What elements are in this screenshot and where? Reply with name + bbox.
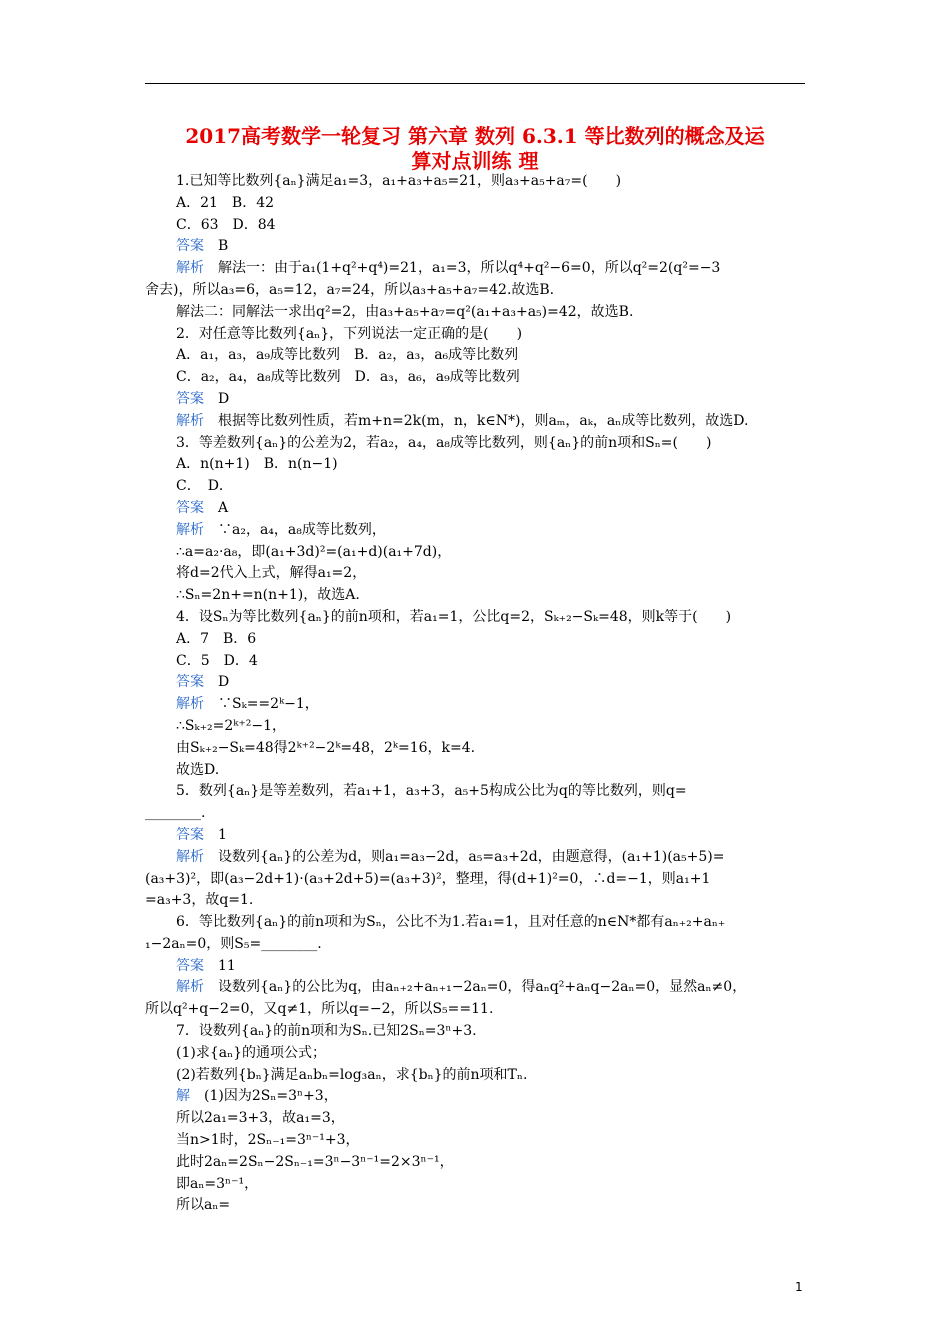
text-line	[145, 869, 807, 891]
answer-label: 答案	[176, 238, 204, 255]
answer-label: 解析	[176, 412, 204, 429]
text-line	[145, 324, 807, 346]
answer-label: 答案	[176, 826, 204, 843]
line-text: ₁−2aₙ=0，则S₅=________.	[145, 935, 322, 952]
line-text: 6．等比数列{aₙ}的前n项和为Sₙ，公比不为1.若a₁=1，且对任意的n∈N*都有aₙ₊₂+aₙ₊	[176, 914, 726, 931]
answer-label: 解析	[176, 696, 204, 713]
text-line	[145, 651, 807, 673]
text-line	[145, 716, 807, 738]
answer-label: 答案	[176, 499, 204, 516]
line-text: 3．等差数列{aₙ}的公差为2，若a₂，a₄，a₈成等比数列，则{aₙ}的前n项和Sₙ=( )	[176, 434, 712, 451]
line-text: (a₃+3)²，即(a₃−2d+1)·(a₃+2d+5)=(a₃+3)²，整理，得(d+1)²=0，∴d=−1，则a₁+1	[145, 870, 711, 887]
document-body	[145, 171, 807, 1217]
text-line	[145, 585, 807, 607]
line-text: 舍去)，所以a₃=6，a₅=12，a₇=24，所以a₃+a₅+a₇=42.故选B.	[145, 281, 555, 298]
line-text: 解法一：由于a₁(1+q²+q⁴)=21，a₁=3，所以q⁴+q²−6=0，所以q²=2(q²=−3	[204, 260, 721, 277]
line-text: C．63 D．84	[176, 216, 276, 233]
line-text: 11	[204, 957, 236, 974]
text-line	[145, 302, 807, 324]
answer-label: 答案	[176, 674, 204, 691]
answer-label: 解析	[176, 979, 204, 996]
line-text: ∵Sₖ==2ᵏ−1，	[204, 696, 319, 713]
line-text: C．a₂，a₄，a₈成等比数列 D．a₃，a₆，a₉成等比数列	[176, 369, 520, 386]
line-text: ∴a=a₂·a₈，即(a₁+3d)²=(a₁+d)(a₁+7d)，	[176, 543, 452, 560]
line-text: 所以aₙ=	[176, 1197, 231, 1214]
text-line	[145, 847, 807, 869]
line-text: 故选D.	[176, 761, 220, 778]
answer-label: 答案	[176, 957, 204, 974]
line-text: 2．对任意等比数列{aₙ}，下列说法一定正确的是( )	[176, 325, 523, 342]
text-line	[145, 367, 807, 389]
line-text: 所以q²+q−2=0，又q≠1，所以q=−2，所以S₅==11.	[145, 1001, 494, 1018]
text-line	[145, 1152, 807, 1174]
line-text: 将d=2代入上式，解得a₁=2，	[176, 565, 367, 582]
line-text: 根据等比数列性质，若m+n=2k(m，n，k∈N*)，则aₘ，aₖ，aₙ成等比数列，故选D.	[204, 412, 749, 429]
line-text: 此时2aₙ=2Sₙ−2Sₙ₋₁=3ⁿ−3ⁿ⁻¹=2×3ⁿ⁻¹，	[176, 1153, 454, 1170]
text-line	[145, 1021, 807, 1043]
line-text: 由Sₖ₊₂−Sₖ=48得2ᵏ⁺²−2ᵏ=48，2ᵏ=16，k=4.	[176, 739, 476, 756]
line-text: 1.已知等比数列{aₙ}满足a₁=3，a₁+a₃+a₅=21，则a₃+a₅+a₇=( )	[176, 173, 622, 189]
text-line	[145, 977, 807, 999]
text-line	[145, 999, 807, 1021]
answer-label: 解析	[176, 260, 204, 277]
page-number: 1	[795, 1280, 803, 1294]
line-text: B	[204, 238, 229, 255]
text-line	[145, 193, 807, 215]
line-text: D	[204, 674, 230, 691]
text-line	[145, 781, 807, 803]
text-line	[145, 912, 807, 934]
document-title	[145, 124, 805, 174]
line-text: 5．数列{aₙ}是等差数列，若a₁+1，a₃+3，a₅+5构成公比为q的等比数列，则q=	[176, 783, 687, 800]
text-line	[145, 258, 807, 280]
line-text: ∴Sₖ₊₂=2ᵏ⁺²−1，	[176, 717, 286, 734]
line-text: A．7 B．6	[176, 630, 257, 647]
text-line	[145, 825, 807, 847]
title-line-1: 2017高考数学一轮复习 第六章 数列 6.3.1 等比数列的概念及运	[185, 124, 765, 148]
text-line	[145, 1043, 807, 1065]
line-text: D	[204, 390, 230, 407]
title-line-2: 算对点训练 理	[411, 149, 539, 173]
answer-label: 解析	[176, 521, 204, 538]
line-text: =a₃+3，故q=1.	[145, 892, 254, 909]
text-line	[145, 672, 807, 694]
text-line	[145, 803, 807, 825]
line-text: A．21 B．42	[176, 194, 275, 211]
text-line	[145, 171, 807, 193]
text-line	[145, 956, 807, 978]
text-line	[145, 236, 807, 258]
text-line	[145, 1195, 807, 1217]
text-line	[145, 563, 807, 585]
text-line	[145, 1086, 807, 1108]
line-text: (2)若数列{bₙ}满足aₙbₙ=log₃aₙ，求{bₙ}的前n项和Tₙ.	[176, 1066, 528, 1083]
text-line	[145, 629, 807, 651]
line-text: (1)求{aₙ}的通项公式；	[176, 1044, 327, 1061]
text-line	[145, 1065, 807, 1087]
text-line	[145, 411, 807, 433]
line-text: A．n(n+1) B．n(n−1)	[176, 456, 338, 473]
text-line	[145, 694, 807, 716]
line-text: A．a₁，a₃，a₉成等比数列 B．a₂，a₃，a₆成等比数列	[176, 347, 519, 364]
text-line	[145, 454, 807, 476]
header-rule	[145, 83, 805, 84]
text-line	[145, 215, 807, 237]
line-text: C． D．	[176, 478, 233, 495]
text-line	[145, 389, 807, 411]
line-text: 解法二：同解法一求出q²=2，由a₃+a₅+a₇=q²(a₁+a₃+a₅)=42，故选B.	[176, 303, 634, 320]
line-text: 7．设数列{aₙ}的前n项和为Sₙ.已知2Sₙ=3ⁿ+3.	[176, 1023, 477, 1040]
text-line	[145, 760, 807, 782]
text-line	[145, 738, 807, 760]
line-text: 即aₙ=3ⁿ⁻¹，	[176, 1175, 259, 1192]
answer-label: 解	[176, 1088, 190, 1105]
text-line	[145, 890, 807, 912]
line-text: 设数列{aₙ}的公比为q，由aₙ₊₂+aₙ₊₁−2aₙ=0，得aₙq²+aₙq−2aₙ=0，显然aₙ≠0，	[204, 979, 747, 996]
text-line	[145, 345, 807, 367]
line-text: ________.	[145, 805, 206, 822]
text-line	[145, 520, 807, 542]
line-text: 1	[204, 826, 227, 843]
text-line	[145, 498, 807, 520]
answer-label: 解析	[176, 848, 204, 865]
text-line	[145, 476, 807, 498]
text-line	[145, 1174, 807, 1196]
text-line	[145, 607, 807, 629]
line-text: ∴Sₙ=2n+=n(n+1)，故选A.	[176, 587, 360, 604]
line-text: 当n>1时，2Sₙ₋₁=3ⁿ⁻¹+3，	[176, 1132, 360, 1149]
line-text: 4．设Sₙ为等比数列{aₙ}的前n项和，若a₁=1，公比q=2，Sₖ₊₂−Sₖ=48，则k等于( )	[176, 608, 732, 625]
text-line	[145, 1108, 807, 1130]
text-line	[145, 934, 807, 956]
line-text: 设数列{aₙ}的公差为d，则a₁=a₃−2d，a₅=a₃+2d，由题意得，(a₁+1)(a₅+5)=	[204, 848, 725, 865]
line-text: 所以2a₁=3+3，故a₁=3，	[176, 1110, 345, 1127]
line-text: C．5 D．4	[176, 652, 258, 669]
text-line	[145, 1130, 807, 1152]
line-text: ∵a₂，a₄，a₈成等比数列，	[204, 521, 386, 538]
line-text: A	[204, 499, 229, 516]
text-line	[145, 542, 807, 564]
text-line	[145, 280, 807, 302]
answer-label: 答案	[176, 390, 204, 407]
text-line	[145, 433, 807, 455]
line-text: (1)因为2Sₙ=3ⁿ+3，	[190, 1088, 338, 1105]
